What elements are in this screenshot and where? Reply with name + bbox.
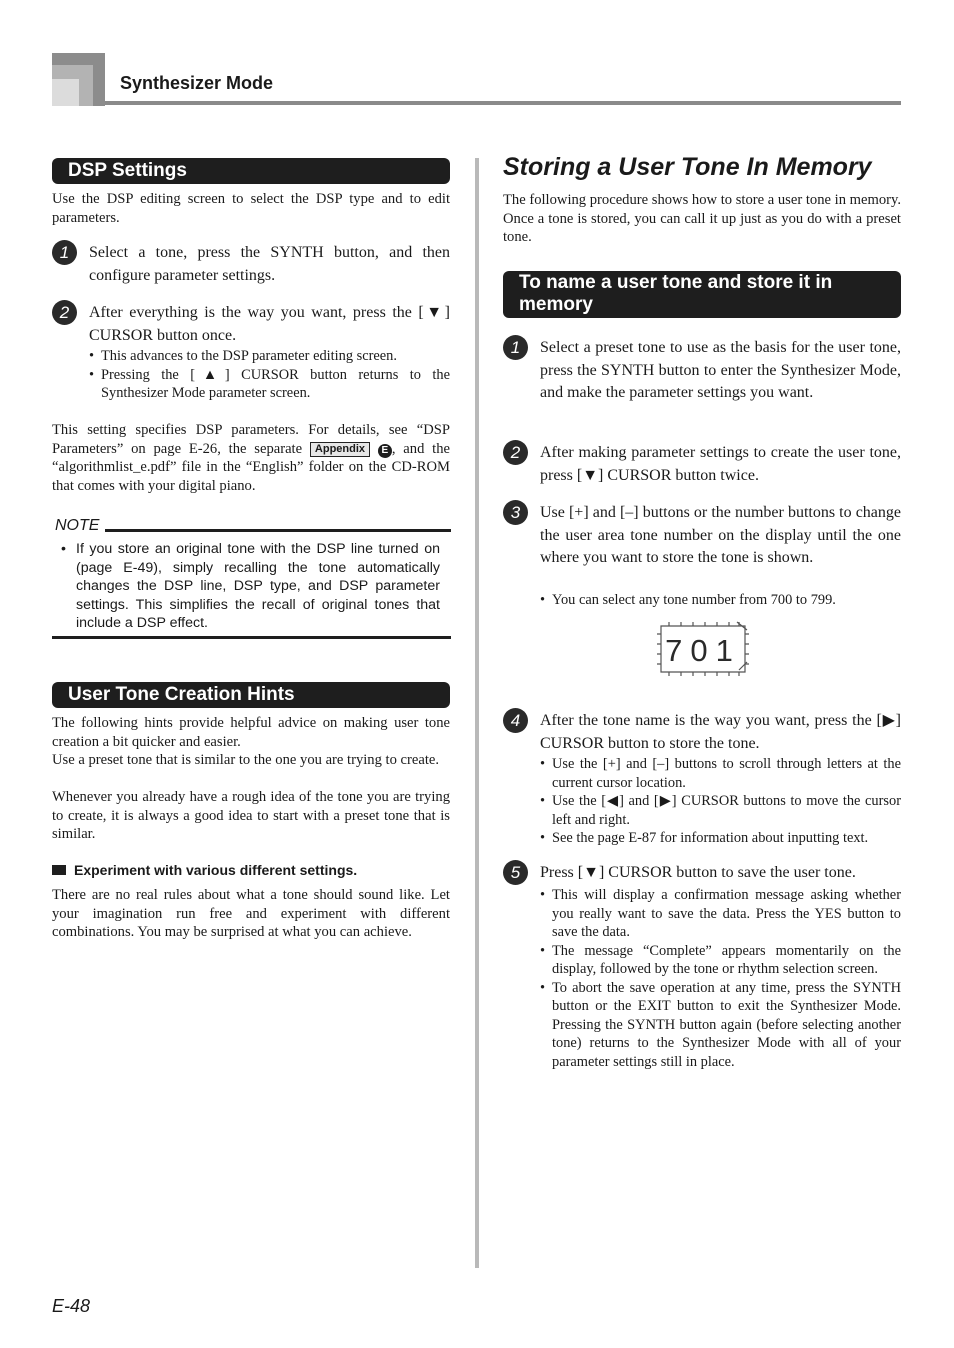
- subheading-text: Experiment with various different settings.: [74, 862, 358, 878]
- list-item: • This will display a confirmation message asking whether you really want to save the data. Press the YES button to save the data.: [540, 886, 901, 942]
- list-item: • If you store an original tone with the DSP line turned on (page E-49), simply recalling the tone automatically changes the DSP line, DSP type, and DSP parameter settings. This simplifies the recall of original tones that include a DSP effect.: [52, 540, 440, 633]
- hints-paragraph-1: The following hints provide helpful advice on making user tone creation a bit quicker and easier.: [52, 715, 450, 750]
- hints-title: User Tone Creation Hints: [68, 684, 295, 705]
- step-bullet-list: [540, 886, 901, 1071]
- lcd-value: 701: [665, 633, 741, 668]
- hints-heading: [52, 682, 450, 708]
- list-item: • See the page E-87 for information about inputting text.: [540, 829, 901, 848]
- hints-subheading: [52, 862, 357, 878]
- step-text: Use [+] and [–] buttons or the number buttons to change the user area tone number on the display until the one where you want to store the tone is shown.: [540, 504, 901, 566]
- step-text: After the tone name is the way you want, press the [▶] CURSOR button to store the tone.: [540, 712, 901, 752]
- step-text: Press [▼] CURSOR button to save the user tone.: [540, 864, 856, 881]
- section-logo-icon: [52, 53, 105, 106]
- step-number-badge: 1: [503, 335, 528, 360]
- note-label: NOTE: [55, 517, 100, 534]
- dsp-details-text: This setting specifies DSP parameters. For details, see “DSP Parameters” on page E-26, the separate: [52, 422, 450, 457]
- step-number-badge: 2: [52, 300, 77, 325]
- procedure-title: To name a user tone and store it in memory: [519, 272, 833, 315]
- dsp-intro: Use the DSP editing screen to select the DSP type and to edit parameters.: [52, 191, 450, 226]
- storing-intro: The following procedure shows how to store a user tone in memory. Once a tone is stored, you can call it up just as you do with a preset tone.: [503, 192, 901, 246]
- note-bottom-rule: [52, 636, 451, 639]
- dsp-step-1: [52, 240, 450, 290]
- page-number: E-48: [52, 1296, 91, 1316]
- step-bullet-list: [540, 591, 901, 610]
- hints-paragraph-3: Whenever you already have a rough idea of the tone you are trying to create, it is always a good idea to start with a preset tone that is similar.: [52, 789, 450, 843]
- list-item: • Use the [◀] and [▶] CURSOR buttons to move the cursor left and right.: [540, 792, 901, 829]
- step-number-badge: 4: [503, 708, 528, 733]
- dsp-settings-title: DSP Settings: [68, 160, 187, 181]
- store-step-5: [503, 860, 901, 1110]
- list-item: • This advances to the DSP parameter editing screen.: [89, 347, 450, 366]
- dsp-step-2: [52, 300, 450, 410]
- step-number-badge: 3: [503, 500, 528, 525]
- step-text: After making parameter settings to create the user tone, press [▼] CURSOR button twice.: [540, 444, 901, 484]
- dsp-details: [52, 421, 450, 495]
- step-number-badge: 2: [503, 440, 528, 465]
- step-text: After everything is the way you want, press the [▼] CURSOR button once.: [89, 304, 450, 344]
- store-step-1: [503, 335, 901, 430]
- store-step-3: [503, 500, 901, 615]
- hints-paragraph-2: Use a preset tone that is similar to the one you are trying to create.: [52, 752, 440, 768]
- section-title: Storing a User Tone In Memory: [503, 153, 872, 181]
- header-rule: [105, 101, 901, 105]
- store-step-4: [503, 708, 901, 853]
- lcd-display: [655, 620, 751, 678]
- step-number-badge: 5: [503, 860, 528, 885]
- step-text: Select a tone, press the SYNTH button, and then configure parameter settings.: [89, 244, 450, 284]
- step-number-badge: 1: [52, 240, 77, 265]
- list-item: • You can select any tone number from 700 to 799.: [540, 591, 901, 610]
- appendix-e-icon: E: [378, 444, 392, 458]
- list-item: • Pressing the [▲] CURSOR button returns to the Synthesizer Mode parameter screen.: [89, 366, 450, 403]
- note-list: [52, 540, 440, 633]
- hints-paragraph-4: There are no real rules about what a tone should sound like. Let your imagination run free and experiment with different combinations. You may be surprised at what you can achieve.: [52, 887, 450, 941]
- page-header-title: Synthesizer Mode: [120, 73, 274, 93]
- square-bullet-icon: [52, 865, 66, 875]
- dsp-settings-heading: [52, 158, 450, 184]
- store-step-2: [503, 440, 901, 490]
- appendix-badge: Appendix: [310, 442, 370, 457]
- list-item: • The message “Complete” appears momentarily on the display, followed by the tone or rhythm selection screen.: [540, 942, 901, 979]
- step-bullet-list: [89, 347, 450, 403]
- column-divider: [475, 158, 479, 1268]
- dsp-details-text-2: , and the “algorithmlist_e.pdf” file in the “English” folder on the CD-ROM that comes with your digital piano.: [52, 440, 450, 494]
- list-item: • Use the [+] and [–] buttons to scroll through letters at the current cursor location.: [540, 755, 901, 792]
- note-top-rule: [105, 529, 451, 532]
- step-bullet-list: [540, 755, 901, 848]
- step-text: Select a preset tone to use as the basis for the user tone, press the SYNTH button to enter the Synthesizer Mode, and make the parameter settings you want.: [540, 339, 901, 401]
- list-item: • To abort the save operation at any time, press the SYNTH button or the EXIT button to exit the Synthesizer Mode. Pressing the SYNTH button again (before selecting another tone) returns to the Synthesizer Mode with all of your parameter settings still in place.: [540, 979, 901, 1072]
- procedure-heading: [503, 271, 901, 318]
